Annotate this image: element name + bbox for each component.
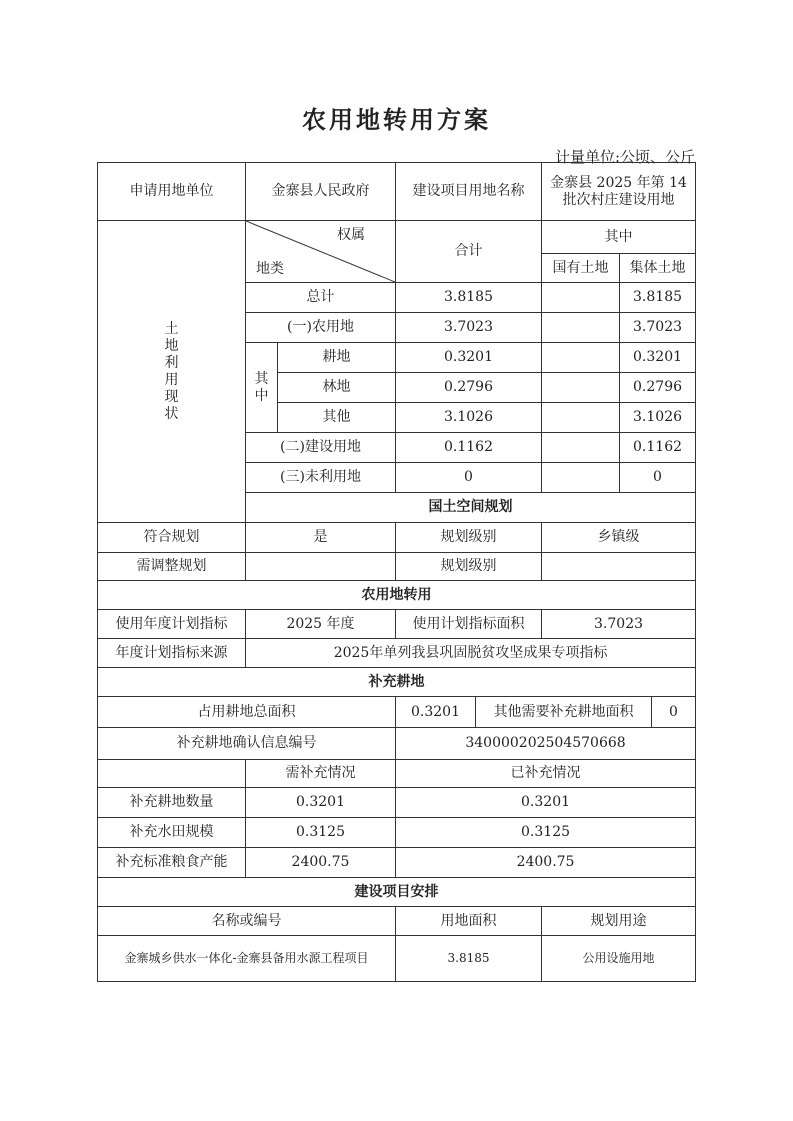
project-use-header: 规划用途 [542,907,696,936]
supplement-row-need: 0.3125 [246,818,396,848]
occupied-area-label: 占用耕地总面积 [98,697,396,728]
level-value-2 [542,553,696,581]
land-row-name: 其他 [278,403,396,433]
land-row-state [542,433,620,463]
empty-header-cell [98,760,246,788]
project-row-name: 金寨城乡供水一体化-金寨县备用水源工程项目 [98,936,396,982]
projects-section-header: 建设项目安排 [98,878,696,907]
sub-label: 其中 [254,370,269,404]
land-status-section [98,221,246,523]
adjust-label: 需调整规划 [98,553,246,581]
project-value-line2: 批次村庄建设用地 [562,191,675,208]
land-row-name: 耕地 [278,343,396,373]
land-row-total: 0.1162 [396,433,542,463]
state-land-header: 国有土地 [542,254,620,283]
of-which-header: 其中 [542,221,696,254]
land-row-collective: 0 [620,463,696,493]
land-row-collective: 0.2796 [620,373,696,403]
land-row-total: 3.1026 [396,403,542,433]
need-header: 需补充情况 [246,760,396,788]
conversion-section-header: 农用地转用 [98,581,696,610]
land-row-name: 林地 [278,373,396,403]
supplement-row-label: 补充标准粮食产能 [98,848,246,878]
land-row-collective: 3.8185 [620,283,696,313]
other-area-label: 其他需要补充耕地面积 [476,697,652,728]
level-label-2: 规划级别 [396,553,542,581]
measurement-unit: 计量单位:公顷、公斤 [554,148,695,166]
level-label: 规划级别 [396,523,542,553]
land-row-name: (二)建设用地 [246,433,396,463]
supplement-row-label: 补充耕地数量 [98,788,246,818]
applicant-value: 金寨县人民政府 [246,163,396,221]
level-value: 乡镇级 [542,523,696,553]
confirm-number-label: 补充耕地确认信息编号 [98,728,396,760]
land-row-total: 3.7023 [396,313,542,343]
done-header: 已补充情况 [396,760,696,788]
other-area-value: 0 [652,697,696,728]
occupied-area-value: 0.3201 [396,697,476,728]
conversion-plan-table [97,162,696,982]
plan-year-value: 2025 年度 [246,610,396,639]
land-row-name: 总计 [246,283,396,313]
document-title: 农用地转用方案 [302,106,491,134]
land-row-state [542,463,620,493]
land-status-label: 土地利用现状 [164,320,179,422]
sub-label-cell [246,343,278,433]
land-row-collective: 3.1026 [620,403,696,433]
supplement-row-done: 0.3201 [396,788,696,818]
project-area-header: 用地面积 [396,907,542,936]
conform-value: 是 [246,523,396,553]
land-row-collective: 0.3201 [620,343,696,373]
land-row-collective: 0.1162 [620,433,696,463]
land-row-total: 3.8185 [396,283,542,313]
supplement-row-need: 0.3201 [246,788,396,818]
plan-year-label: 使用年度计划指标 [98,610,246,639]
supplement-row-done: 0.3125 [396,818,696,848]
collective-land-header: 集体土地 [620,254,696,283]
plan-source-value: 2025年单列我县巩固脱贫攻坚成果专项指标 [246,639,696,668]
land-row-state [542,343,620,373]
diagonal-header-cell [246,221,396,283]
land-row-total: 0 [396,463,542,493]
total-column-header: 合计 [396,221,542,283]
land-row-total: 0.2796 [396,373,542,403]
land-row-name: (一)农用地 [246,313,396,343]
land-row-collective: 3.7023 [620,313,696,343]
land-row-state [542,373,620,403]
land-row-name: (三)未利用地 [246,463,396,493]
land-row-state [542,313,620,343]
project-label: 建设项目用地名称 [396,163,542,221]
land-type-label: 地类 [256,261,284,277]
plan-area-value: 3.7023 [542,610,696,639]
plan-area-label: 使用计划指标面积 [396,610,542,639]
project-name-header: 名称或编号 [98,907,396,936]
applicant-label: 申请用地单位 [98,163,246,221]
project-value [542,163,696,221]
land-row-state [542,403,620,433]
confirm-number-value: 340000202504570668 [396,728,696,760]
planning-section-header: 国土空间规划 [246,493,696,523]
ownership-label: 权属 [337,227,365,243]
land-row-total: 0.3201 [396,343,542,373]
plan-source-label: 年度计划指标来源 [98,639,246,668]
project-row-area: 3.8185 [396,936,542,982]
supplement-row-done: 2400.75 [396,848,696,878]
project-row-use: 公用设施用地 [542,936,696,982]
supplement-section-header: 补充耕地 [98,668,696,697]
supplement-row-need: 2400.75 [246,848,396,878]
supplement-row-label: 补充水田规模 [98,818,246,848]
project-value-line1: 金寨县 2025 年第 14 [550,174,687,191]
adjust-value [246,553,396,581]
conform-label: 符合规划 [98,523,246,553]
land-row-state [542,283,620,313]
